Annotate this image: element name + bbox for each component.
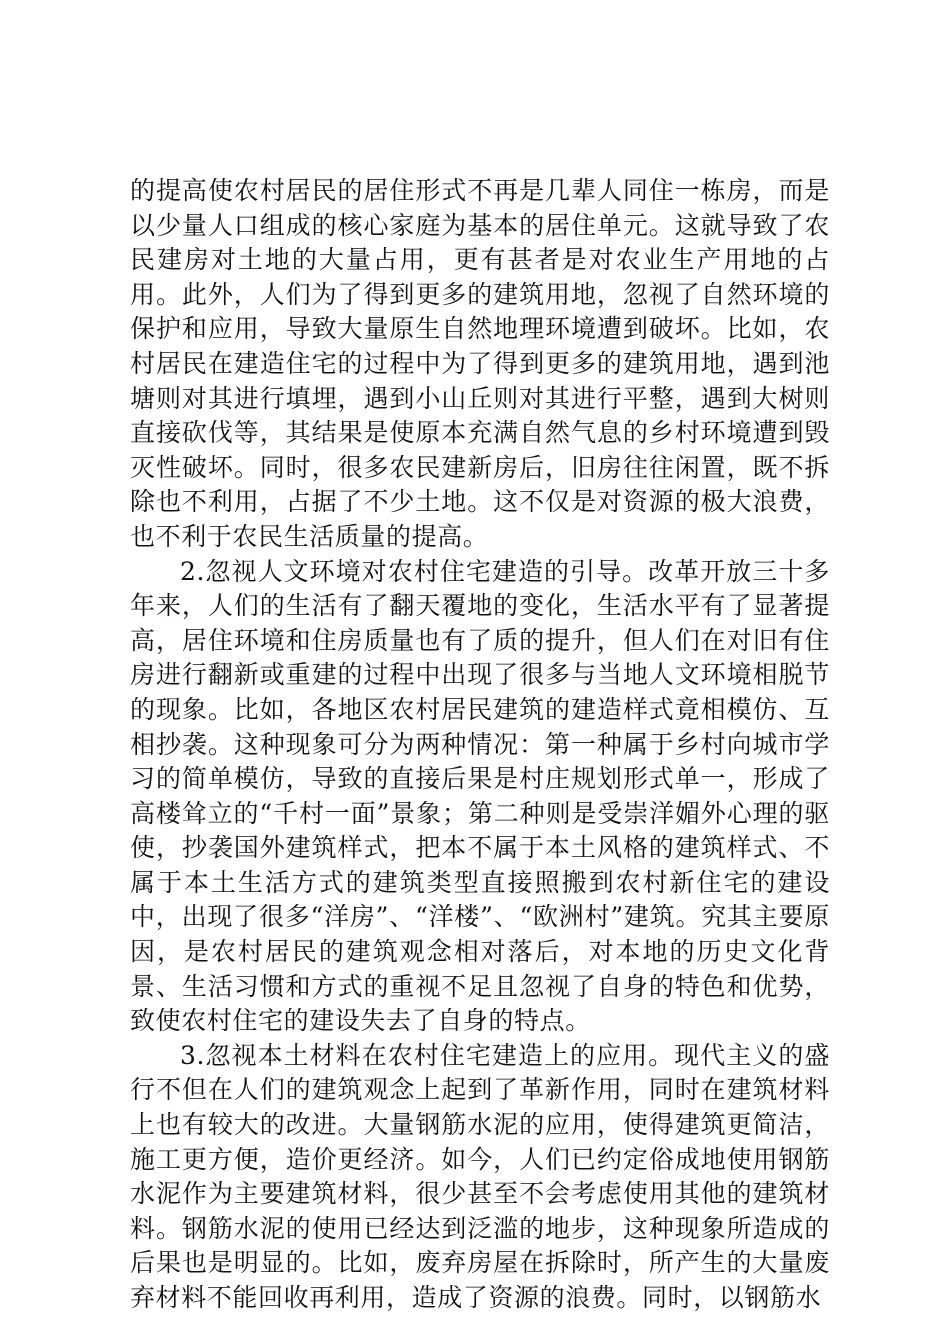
paragraph-section-2: 2.忽视人文环境对农村住宅建造的引导。改革开放三十多年来，人们的生活有了翻天覆地的变化，生活水平有了显著提高，居住环境和住房质量也有了质的提升，但人们在对旧有住房进行翻新或重建的过程中出现了很多与当地人文环境相脱节的现象。比如，各地区农村居民建筑的建造样式竟相模仿、互相抄袭。这种现象可分为两种情况：第一种属于乡村向城市学习的简单模仿，导致的直接后果是村庄规划形式单一，形成了高楼耸立的“千村一面”景象；第二种则是受崇洋媚外心理的驱使，抄袭国外建筑样式，把本不属于本土风格的建筑样式、不属于本土生活方式的建筑类型直接照搬到农村新住宅的建设中，出现了很多“洋房”、“洋楼”、“欧洲村”建筑。究其主要原因，是农村居民的建筑观念相对落后，对本地的历史文化背景、生活习惯和方式的重视不足且忽视了自身的特色和优势，致使农村住宅的建设失去了自身的特点。 xyxy=(130,556,830,1036)
paragraph-continuation: 的提高使农村居民的居住形式不再是几辈人同住一栋房，而是以少量人口组成的核心家庭为基本的居住单元。这就导致了农民建房对土地的大量占用，更有甚者是对农业生产用地的占用。此外，人们为了得到更多的建筑用地，忽视了自然环境的保护和应用，导致大量原生自然地理环境遭到破坏。比如，农村居民在建造住宅的过程中为了得到更多的建筑用地，遇到池塘则对其进行填埋，遇到小山丘则对其进行平整，遇到大树则直接砍伐等，其结果是使原本充满自然气息的乡村环境遭到毁灭性破坏。同时，很多农民建新房后，旧房往往闲置，既不拆除也不利用，占据了不少土地。这不仅是对资源的极大浪费，也不利于农民生活质量的提高。 xyxy=(130,176,830,551)
document-body xyxy=(130,174,830,1316)
paragraph-section-3: 3.忽视本土材料在农村住宅建造上的应用。现代主义的盛行不但在人们的建筑观念上起到了革新作用，同时在建筑材料上也有较大的改进。大量钢筋水泥的应用，使得建筑更简洁，施工更方便，造价更经济。如今，人们已约定俗成地使用钢筋水泥作为主要建筑材料，很少甚至不会考虑使用其他的建筑材料。钢筋水泥的使用已经达到泛滥的地步，这种现象所造成的后果也是明显的。比如，废弃房屋在拆除时，所产生的大量废弃材料不能回收再利用，造成了资源的浪费。同时，以钢筋水 xyxy=(130,1040,830,1312)
